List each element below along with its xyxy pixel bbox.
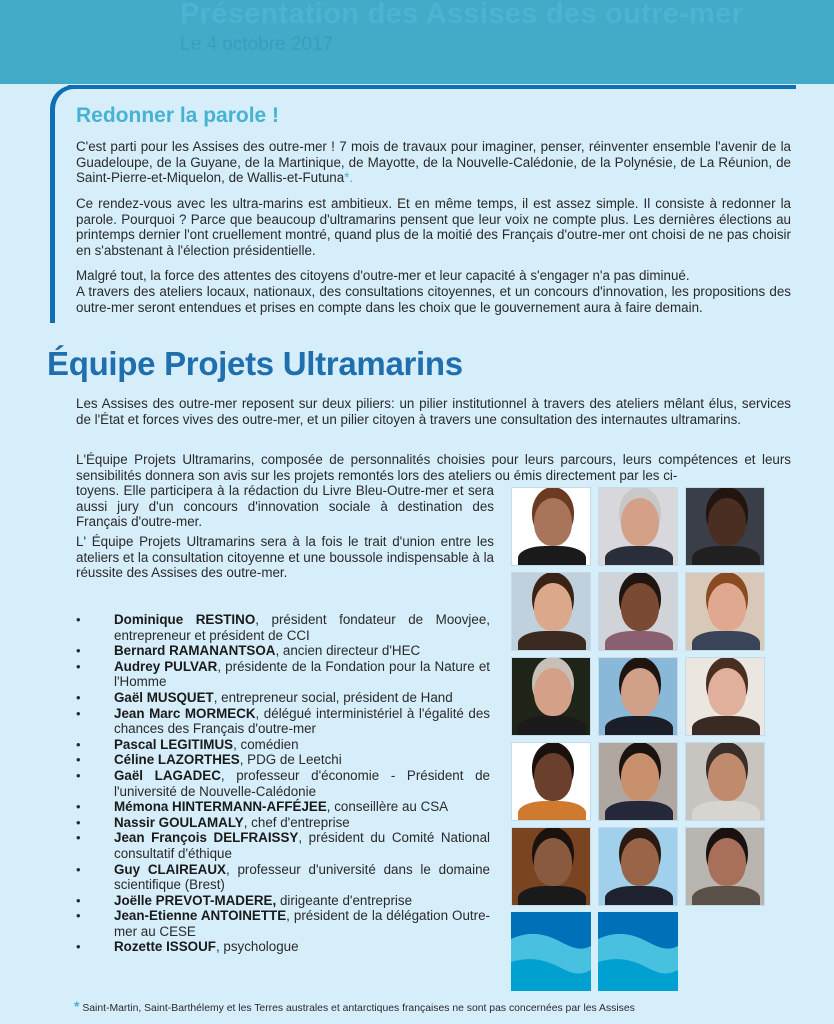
footnote-text: Saint-Martin, Saint-Barthélemy et les Terres australes et antarctiques françaises ne sont pas concernées par les Assises: [79, 1003, 635, 1014]
portrait-photo: [511, 742, 591, 821]
team-paragraph-4: L' Équipe Projets Ultramarins sera à la fois le trait d'union entre les ateliers et la consultation citoyenne et une boussole indispensable à la réussite des Assises des outre-mer.: [76, 534, 494, 581]
member-item: [76, 752, 490, 768]
wave-logo-tile: [511, 912, 591, 991]
portrait-photo: [511, 572, 591, 651]
team-paragraph-3: toyens. Elle participera à la rédaction du Livre Bleu-Outre-mer et sera aussi jury d'un concours d'innovation sociale à destination des Français d'outre-mer.: [76, 483, 494, 530]
portrait-photo: [511, 827, 591, 906]
member-role: , président de la délégation Outre-mer au CESE: [114, 908, 490, 939]
member-name: Dominique RESTINO: [114, 612, 256, 627]
member-role: , professeur d'économie - Président de l'université de Nouvelle-Calédonie: [114, 767, 490, 799]
team-paragraph-2: L'Équipe Projets Ultramarins, composée de personnalités choisies pour leurs parcours, leurs compétences et leurs sensibilités donnera son avis sur les projets remontés lors des ateliers ou émis directement par les ci-: [76, 452, 791, 483]
header-band: [0, 0, 834, 84]
portrait-photo: [511, 487, 591, 566]
asterisk-icon: *: [74, 998, 80, 1014]
team-heading: Équipe Projets Ultramarins: [47, 345, 463, 382]
member-item: [76, 799, 490, 815]
intro-paragraph-1: C'est parti pour les Assises des outre-mer ! 7 mois de travaux pour imaginer, penser, réinventer ensemble l'avenir de la Guadeloupe, de la Guyane, de la Martinique, de Mayotte, de la Nouvelle-Calédonie, de la Polynésie, de La Réunion, de Saint-Pierre-et-Miquelon, de Wallis-et-Futuna*.: [76, 139, 791, 186]
intro-paragraph-2: Ce rendez-vous avec les ultra-marins est ambitieux. Et en même temps, il est assez simple. Il consiste à redonner la parole. Pourquoi ? Parce que beaucoup d'ultramarins pensent que leur voix ne compte plus. Les dernières élections au printemps dernier l'ont cruellement montré, quand plus de la moitié des Français d'outre-mer ont choisi de ne pas choisir en s'abstenant à l'élection présidentielle.: [76, 196, 791, 258]
portrait-photo: [598, 657, 678, 736]
member-role: , président fondateur de Moovjee, entrepreneur et président de CCI: [114, 612, 490, 643]
member-name: Jean-Etienne ANTOINETTE: [114, 908, 287, 924]
member-name: Guy CLAIREAUX: [114, 861, 226, 877]
member-name: Jean François DELFRAISSY: [114, 830, 299, 846]
member-item: [76, 612, 490, 643]
member-name: Céline LAZORTHES: [114, 752, 240, 768]
member-item: [76, 939, 490, 955]
member-item: [76, 737, 490, 753]
member-role: , comédien: [233, 736, 299, 752]
portrait-photo: [685, 742, 765, 821]
portrait-photo: [598, 742, 678, 821]
member-name: Joëlle PREVOT-MADERE,: [114, 892, 277, 908]
member-item: [76, 893, 490, 909]
portrait-photo: [598, 487, 678, 566]
member-name: Rozette ISSOUF: [114, 939, 216, 955]
member-item: [76, 862, 490, 893]
intro-heading: Redonner la parole !: [76, 104, 280, 127]
footnote-marker: *.: [344, 170, 354, 186]
member-role: , délégué interministériel à l'égalité des chances des Français d'outre-mer: [114, 705, 490, 737]
member-role: , psychologue: [215, 939, 299, 955]
portrait-photo: [598, 827, 678, 906]
member-name: Jean Marc MORMECK: [114, 705, 256, 721]
footnote: [74, 998, 635, 1014]
portrait-photo: [685, 572, 765, 651]
header-divider: [68, 85, 796, 89]
intro-paragraph-4: A travers des ateliers locaux, nationaux, des consultations citoyennes, et un concours d'innovation, les propositions des outre-mer seront entendues et prises en compte dans les choix que le gouvernement aura à faire demain.: [76, 284, 791, 315]
portrait-photo: [598, 572, 678, 651]
team-paragraph-1: Les Assises des outre-mer reposent sur deux piliers: un pilier institutionnel à travers des ateliers mêlant élus, services de l'État et forces vives des outre-mer, et un pilier citoyen à travers une consultation des internautes ultramarins.: [76, 396, 791, 427]
member-name: Gaël LAGADEC: [114, 767, 221, 783]
member-role: , professeur d'université dans le domaine scientifique (Brest): [114, 861, 490, 893]
member-item: [76, 815, 490, 831]
member-name: Pascal LEGITIMUS: [114, 736, 234, 752]
member-role: , président du Comité National consultatif d'éthique: [114, 830, 490, 861]
portrait-photo: [685, 827, 765, 906]
member-role: , ancien directeur d'HEC: [275, 643, 421, 659]
portrait-photo: [685, 657, 765, 736]
member-role: , conseillère au CSA: [326, 799, 449, 815]
portrait-grid: [511, 487, 765, 991]
member-item: [76, 690, 490, 706]
members-list: [76, 612, 490, 955]
member-name: Gaël MUSQUET: [114, 689, 214, 705]
member-item: [76, 643, 490, 659]
member-item: [76, 706, 490, 737]
wave-icon: [598, 912, 678, 991]
member-item: [76, 768, 490, 799]
member-name: Mémona HINTERMANN-AFFÉJEE: [114, 799, 327, 815]
document-title: Présentation des Assises des outre-mer: [180, 0, 744, 30]
member-role: , chef d'entreprise: [243, 814, 350, 830]
member-name: Nassir GOULAMALY: [114, 814, 244, 830]
member-name: Bernard RAMANANTSOA: [114, 643, 276, 659]
portrait-photo: [685, 487, 765, 566]
member-name: Audrey PULVAR: [114, 658, 218, 674]
member-item: [76, 659, 490, 690]
intro-paragraph-3: Malgré tout, la force des attentes des citoyens d'outre-mer et leur capacité à s'engager n'a pas diminué.: [76, 268, 690, 283]
member-role: , présidente de la Fondation pour la Nature et l'Homme: [114, 658, 490, 690]
wave-icon: [511, 912, 591, 991]
document-date: Le 4 octobre 2017: [180, 34, 334, 55]
member-role: , entrepreneur social, président de Hand: [213, 689, 453, 705]
portrait-photo: [511, 657, 591, 736]
member-item: [76, 830, 490, 861]
wave-logo-tile: [598, 912, 678, 991]
member-role: , PDG de Leetchi: [239, 752, 342, 768]
member-item: [76, 908, 490, 939]
member-role: dirigeante d'entreprise: [276, 892, 413, 908]
